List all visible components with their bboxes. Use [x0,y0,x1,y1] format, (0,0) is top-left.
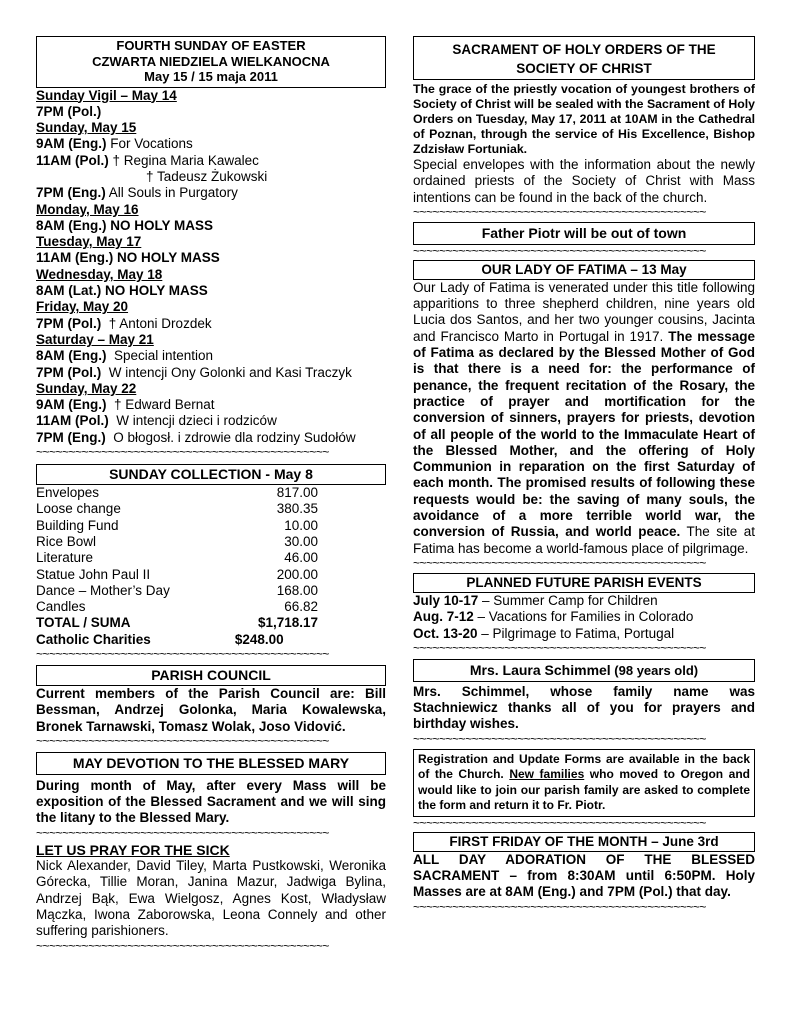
mass-time: 11AM (Pol.) [36,413,109,429]
collection-label: Loose change [36,501,121,517]
mass-intention: W intencji Ony Golonki and Kasi Traczyk [101,364,352,380]
collection-row [36,501,386,517]
schedule-day: Friday, May 20 [36,299,129,315]
collection-label: Dance – Mother’s Day [36,582,170,598]
events-title-box [413,573,755,593]
collection-value: 10.00 [284,517,318,533]
schedule-mass [36,185,386,201]
mass-intention: W intencji dzieci i rodziców [108,413,277,429]
collection-total-row [36,615,386,631]
divider: ~~~~~~~~~~~~~~~~~~~~~~~~~~~~~~~~~~~~~~~~~~~~~ [413,556,706,569]
schedule-day: Monday, May 16 [36,201,139,217]
collection-value: 380.35 [276,501,318,517]
collection-value: 168.00 [276,582,318,598]
mass-time: 8AM (Eng.) [36,348,107,364]
easter-title: FOURTH SUNDAY OF EASTER [116,38,306,53]
schedule-mass [36,365,386,381]
schedule-mass [36,413,386,429]
sick-title: LET US PRAY FOR THE SICK [36,841,230,858]
council-text: Current members of the Parish Council are: Bill Bessman, Andrzej Golonka, Maria Kowalewska, Bronek Tarnawski, Tomasz Wolak, Joso Vidović. [36,686,386,734]
schedule-day: Tuesday, May 17 [36,234,142,250]
schedule-no-mass: 8AM (Eng.) NO HOLY MASS [36,217,214,233]
mass-schedule [36,88,386,447]
friday-text: ALL DAY ADORATION OF THE BLESSED SACRAMENT – from 8:30AM until 6:50PM. Holy Masses are at 8AM (Eng.) and 7PM (Pol.) that day. [413,851,755,900]
mass-time: 7PM (Eng.) [36,429,106,445]
event-date: Oct. 13-20 [413,625,478,641]
event-text: – Pilgrimage to Fatima, Portugal [477,625,675,641]
fatima-message: The message of Fatima as declared by the Blessed Mother of God is that there is a need for: the performance of penance, the frequent recitation of the Rosary, the practice of prayer and mortification for the conversion of sinners, prayers for priests, devotion of all people of the world to the Immaculate Heart of the Blessed Mother, and the offering of Holy Communion in reparation on the first Saturday of each month. The promised results of following these requests would be: the saving of many souls, the avoidance of a more terrible world war, the conversion of Russia, and world peace. [413,328,755,540]
left-column [36,36,386,952]
collection-value: 46.00 [284,550,318,566]
schimmel-name: Mrs. Laura Schimmel [469,661,611,678]
divider: ~~~~~~~~~~~~~~~~~~~~~~~~~~~~~~~~~~~~~~~~~~~~~ [36,939,329,952]
fatima-outro: The site at Fatima has become a world-famous place of pilgrimage. [413,524,755,556]
mass-time: 9AM (Eng.) [36,136,107,152]
devotion-text: During month of May, after every Mass will be exposition of the Blessed Sacrament and we will sing the litany to the Blessed Mary. [36,777,386,826]
schedule-day: Sunday Vigil – May 14 [36,87,177,103]
friday-title: FIRST FRIDAY OF THE MONTH – June 3rd [449,833,719,849]
collection-value: 817.00 [276,485,318,501]
schedule-mass [36,136,386,152]
piotr-title-box [413,222,755,245]
collection-row [36,599,386,615]
schedule-day: Saturday – May 21 [36,331,154,347]
divider: ~~~~~~~~~~~~~~~~~~~~~~~~~~~~~~~~~~~~~~~~~~~~~ [413,205,706,218]
collection-label: Literature [36,550,94,566]
mass-intention: † Edward Bernat [106,397,215,413]
collection-row [36,485,386,501]
mass-time: 7PM (Eng.) [36,185,106,201]
orders-bold-text: The grace of the priestly vocation of youngest brothers of Society of Christ will be sealed with the Sacrament of Holy Orders on Tuesday, May 17, 2011 at 10AM in the Cathedral of Poznan, through the service of His Excellence, Bishop Zdzisław Fortuniak. [413,82,755,156]
collection-title: SUNDAY COLLECTION - May 8 [109,466,313,483]
devotion-title-box [36,752,386,775]
divider: ~~~~~~~~~~~~~~~~~~~~~~~~~~~~~~~~~~~~~~~~~~~~~ [413,641,706,654]
collection-label: Candles [36,599,86,615]
mass-time: 11AM (Pol.) [36,152,109,168]
schedule-mass [36,348,386,364]
right-column [413,36,755,913]
events-list [413,593,755,642]
registration-box [413,749,755,817]
collection-row [36,550,386,566]
orders-title-box [413,36,755,80]
council-title: PARISH COUNCIL [151,667,271,683]
registration-text-2: who moved to Oregon and would like to join our parish family are asked to complete the form and return it to Fr. Piotr. [418,767,751,813]
charities-row [36,632,386,648]
charities-value: $248.00 [234,631,284,647]
schedule-mass [36,104,386,120]
total-label: TOTAL / SUMA [36,615,131,631]
collection-table [36,485,386,648]
registration-text: Registration and Update Forms are available in the back of the Church. [418,751,750,782]
easter-date: May 15 / 15 maja 2011 [144,69,278,84]
schedule-mass [36,397,386,413]
mass-intention: † Regina Maria Kawalec [108,152,259,168]
schedule-day: Wednesday, May 18 [36,266,163,282]
collection-row [36,534,386,550]
orders-title-2: SOCIETY OF CHRIST [516,61,652,76]
fatima-title-box [413,260,755,280]
schedule-mass [36,430,386,446]
schimmel-text: Mrs. Schimmel, whose family name was Stachniewicz thanks all of you for prayers and birthday wishes. [413,683,755,732]
divider: ~~~~~~~~~~~~~~~~~~~~~~~~~~~~~~~~~~~~~~~~~~~~~ [413,816,706,829]
divider: ~~~~~~~~~~~~~~~~~~~~~~~~~~~~~~~~~~~~~~~~~~~~~ [413,732,706,745]
piotr-title: Father Piotr will be out of town [481,224,687,241]
collection-value: 30.00 [284,533,318,549]
events-title: PLANNED FUTURE PARISH EVENTS [466,574,702,590]
event-date: Aug. 7-12 [413,609,474,625]
council-title-box [36,665,386,686]
event-text: – Summer Camp for Children [478,592,658,608]
divider: ~~~~~~~~~~~~~~~~~~~~~~~~~~~~~~~~~~~~~~~~~~~~~ [36,648,329,660]
collection-row [36,567,386,583]
mass-time: 7PM (Pol.) [36,103,102,119]
mass-time: 9AM (Eng.) [36,397,107,413]
divider: ~~~~~~~~~~~~~~~~~~~~~~~~~~~~~~~~~~~~~~~~~~~~~ [413,900,706,913]
event-text: – Vacations for Families in Colorado [473,609,694,625]
charities-label: Catholic Charities [36,631,151,647]
sick-text: Nick Alexander, David Tiley, Marta Pustkowski, Weronika Górecka, Tillie Moran, Janina Mazur, Jadwiga Bylina, Andrzej Bąk, Ewa Wielgosz, Agnes Kost, Władysław Mączka, Iwona Zaborowska, Leona Connely and other suffering parishioners. [36,858,386,939]
mass-intention: Special intention [106,348,214,364]
schedule-day: Sunday, May 15 [36,120,137,136]
mass-intention: For Vocations [106,136,193,152]
collection-label: Building Fund [36,517,119,533]
event-item [413,593,755,609]
fatima-intro: Our Lady of Fatima is venerated under this title following apparitions to three shepherd children, nine years old Lucia dos Santos, and her two younger cousins, Jacinta and Francisco Marto in Portugal in 1917. [413,279,755,344]
total-value: $1,718.17 [257,615,318,631]
divider: ~~~~~~~~~~~~~~~~~~~~~~~~~~~~~~~~~~~~~~~~~~~~~ [36,734,329,747]
event-date: July 10-17 [413,592,479,608]
mass-time: 7PM (Pol.) [36,364,102,380]
fatima-text [413,280,755,557]
collection-value: 200.00 [276,566,318,582]
orders-title: SACRAMENT OF HOLY ORDERS OF THE [452,42,716,57]
collection-value: 66.82 [284,599,318,615]
fatima-title: OUR LADY OF FATIMA – 13 May [481,261,687,277]
divider: ~~~~~~~~~~~~~~~~~~~~~~~~~~~~~~~~~~~~~~~~~~~~~ [36,446,329,459]
schimmel-title-box [413,659,755,682]
mass-intention: O błogosł. i zdrowie dla rodziny Sudołów [105,429,356,445]
devotion-title: MAY DEVOTION TO THE BLESSED MARY [72,754,350,771]
easter-title-polish: CZWARTA NIEDZIELA WIELKANOCNA [92,53,330,69]
mass-intention: All Souls in Purgatory [105,185,238,201]
orders-text: Special envelopes with the information about the newly ordained priests of the Society of Christ with Mass intentions can be found in the back of the church. [413,157,755,205]
schedule-no-mass: 8AM (Lat.) NO HOLY MASS [36,283,208,299]
schedule-mass [36,153,386,169]
schedule-mass [36,316,386,332]
schedule-intention: † Tadeusz Żukowski [146,168,268,184]
divider: ~~~~~~~~~~~~~~~~~~~~~~~~~~~~~~~~~~~~~~~~~~~~~ [413,244,706,257]
collection-label: Envelopes [36,485,100,501]
collection-title-box [36,464,386,485]
schedule-no-mass: 11AM (Eng.) NO HOLY MASS [36,250,220,266]
schedule-day: Sunday, May 22 [36,380,137,396]
easter-title-box [36,36,386,88]
collection-row [36,518,386,534]
collection-label: Rice Bowl [36,533,97,549]
friday-title-box [413,832,755,852]
mass-time: 7PM (Pol.) [36,315,102,331]
schimmel-age: (98 years old) [610,662,699,678]
collection-row [36,583,386,599]
mass-intention: † Antoni Drozdek [101,315,212,331]
divider: ~~~~~~~~~~~~~~~~~~~~~~~~~~~~~~~~~~~~~~~~~~~~~ [36,826,329,839]
new-families-link[interactable]: New families [509,767,585,782]
event-item [413,626,755,642]
collection-label: Statue John Paul II [36,566,151,582]
event-item [413,609,755,625]
